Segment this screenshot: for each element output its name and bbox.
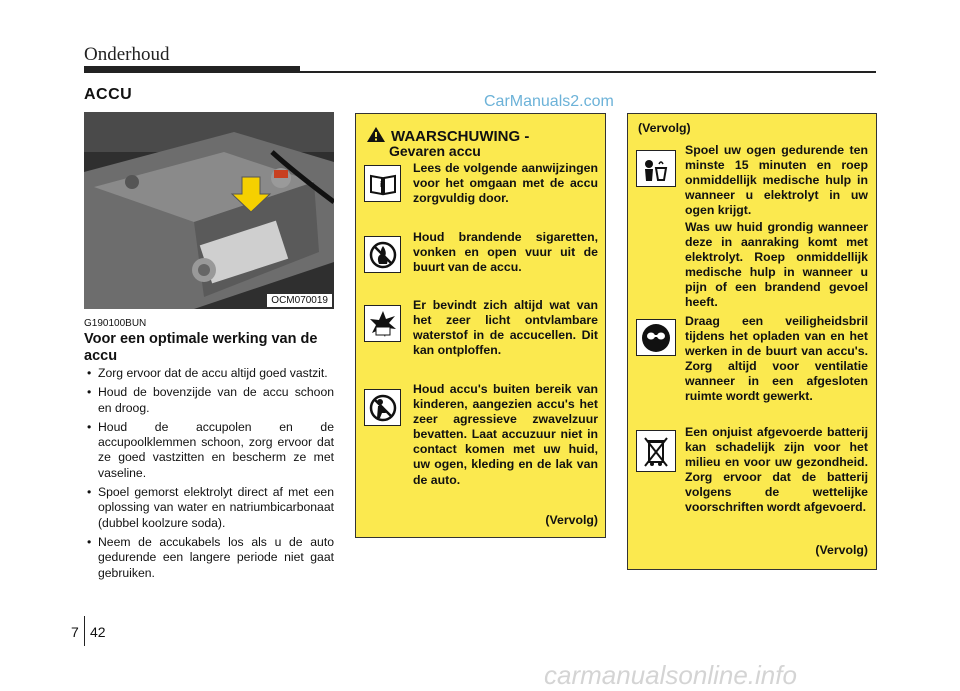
warning2-text-1: Spoel uw ogen gedurende ten minste 15 minuten en roep onmiddellijk medische hulp in wanneer u elektrolyt in uw ogen krijgt. bbox=[685, 143, 868, 218]
watermark-bottom: carmanualsonline.info bbox=[544, 660, 797, 690]
warning-text-3: Er bevindt zich altijd wat van het zeer licht ontvlambare waterstof in de accucellen. Dit kan ontploffen. bbox=[413, 298, 598, 358]
book-icon bbox=[364, 165, 401, 202]
warning-title: WAARSCHUWING - bbox=[391, 128, 530, 145]
header-rule-thin bbox=[300, 71, 876, 73]
list-item: • Neem de accukabels los als u de auto gedurende een langere periode niet gaat gebruiken. bbox=[84, 535, 334, 581]
warning-text-2: Houd brandende sigaretten, vonken en open vuur uit de buurt van de accu. bbox=[413, 230, 598, 275]
bullet-list bbox=[84, 366, 334, 585]
warning-text-1: Lees de volgende aanwijzingen voor het omgaan met de accu zorgvuldig door. bbox=[413, 161, 598, 206]
section-title: ACCU bbox=[84, 86, 133, 103]
page-number: 42 bbox=[90, 624, 106, 640]
running-header: Onderhoud bbox=[84, 44, 170, 65]
no-trash-bin-icon bbox=[636, 430, 676, 472]
list-item: • Houd de bovenzijde van de accu schoon en droog. bbox=[84, 385, 334, 416]
photo-code-label: OCM070019 bbox=[267, 294, 332, 307]
svg-text:i: i bbox=[379, 179, 382, 189]
warning2-text-2: Was uw huid grondig wanneer deze in aanraking komt met elektrolyt. Roep onmiddellijk medische hulp in wanneer u pijn of een brandend gevoel heeft. bbox=[685, 220, 868, 310]
warning-subtitle: Gevaren accu bbox=[389, 143, 481, 159]
continued-top-label: (Vervolg) bbox=[638, 121, 691, 135]
header-rule-thick bbox=[84, 66, 300, 73]
subheading: Voor een optimale werking van de accu bbox=[84, 331, 318, 364]
eye-rinse-icon bbox=[636, 150, 676, 187]
continued-label: (Vervolg) bbox=[545, 513, 598, 527]
warning2-text-4: Een onjuist afgevoerde batterij kan schadelijk zijn voor het milieu en voor uw gezondheid. Zorg ervoor dat de batterij volgens de wettelijke voorschriften wordt afgevoerd. bbox=[685, 425, 868, 515]
list-item: • Spoel gemorst elektrolyt direct af met een oplossing van water en natriumbicarbonaat (dubbel koolzure soda). bbox=[84, 485, 334, 531]
chapter-number: 7 bbox=[71, 624, 79, 640]
list-item: • Zorg ervoor dat de accu altijd goed vastzit. bbox=[84, 366, 334, 381]
continued-label-2: (Vervolg) bbox=[815, 543, 868, 557]
warning-text-4: Houd accu's buiten bereik van kinderen, aangezien accu's het zeer agressieve zwavelzuur bevatten. Laat accuzuur niet in contact komen met uw huid, uw ogen, kleding en de lak van de auto. bbox=[413, 382, 598, 487]
safety-goggles-icon bbox=[636, 319, 676, 356]
battery-photo bbox=[84, 112, 334, 309]
doc-code: G190100BUN bbox=[84, 318, 147, 329]
warning-triangle-icon bbox=[366, 126, 386, 147]
no-fire-icon bbox=[364, 236, 401, 273]
warning2-text-3: Draag een veiligheidsbril tijdens het opladen van en het werken in de buurt van accu's. Zorg altijd voor ventilatie wanneer in een afgesloten ruimte wordt gewerkt. bbox=[685, 314, 868, 404]
watermark-top: CarManuals2.com bbox=[484, 93, 614, 110]
battery-illustration bbox=[84, 112, 334, 309]
footer-rule bbox=[84, 616, 85, 646]
list-item: • Houd de accupolen en de accupoolklemmen schoon, zorg ervoor dat ze goed vastzitten en bescherm ze met vaseline. bbox=[84, 420, 334, 481]
explosion-icon bbox=[364, 305, 401, 342]
keep-children-away-icon bbox=[364, 389, 401, 426]
